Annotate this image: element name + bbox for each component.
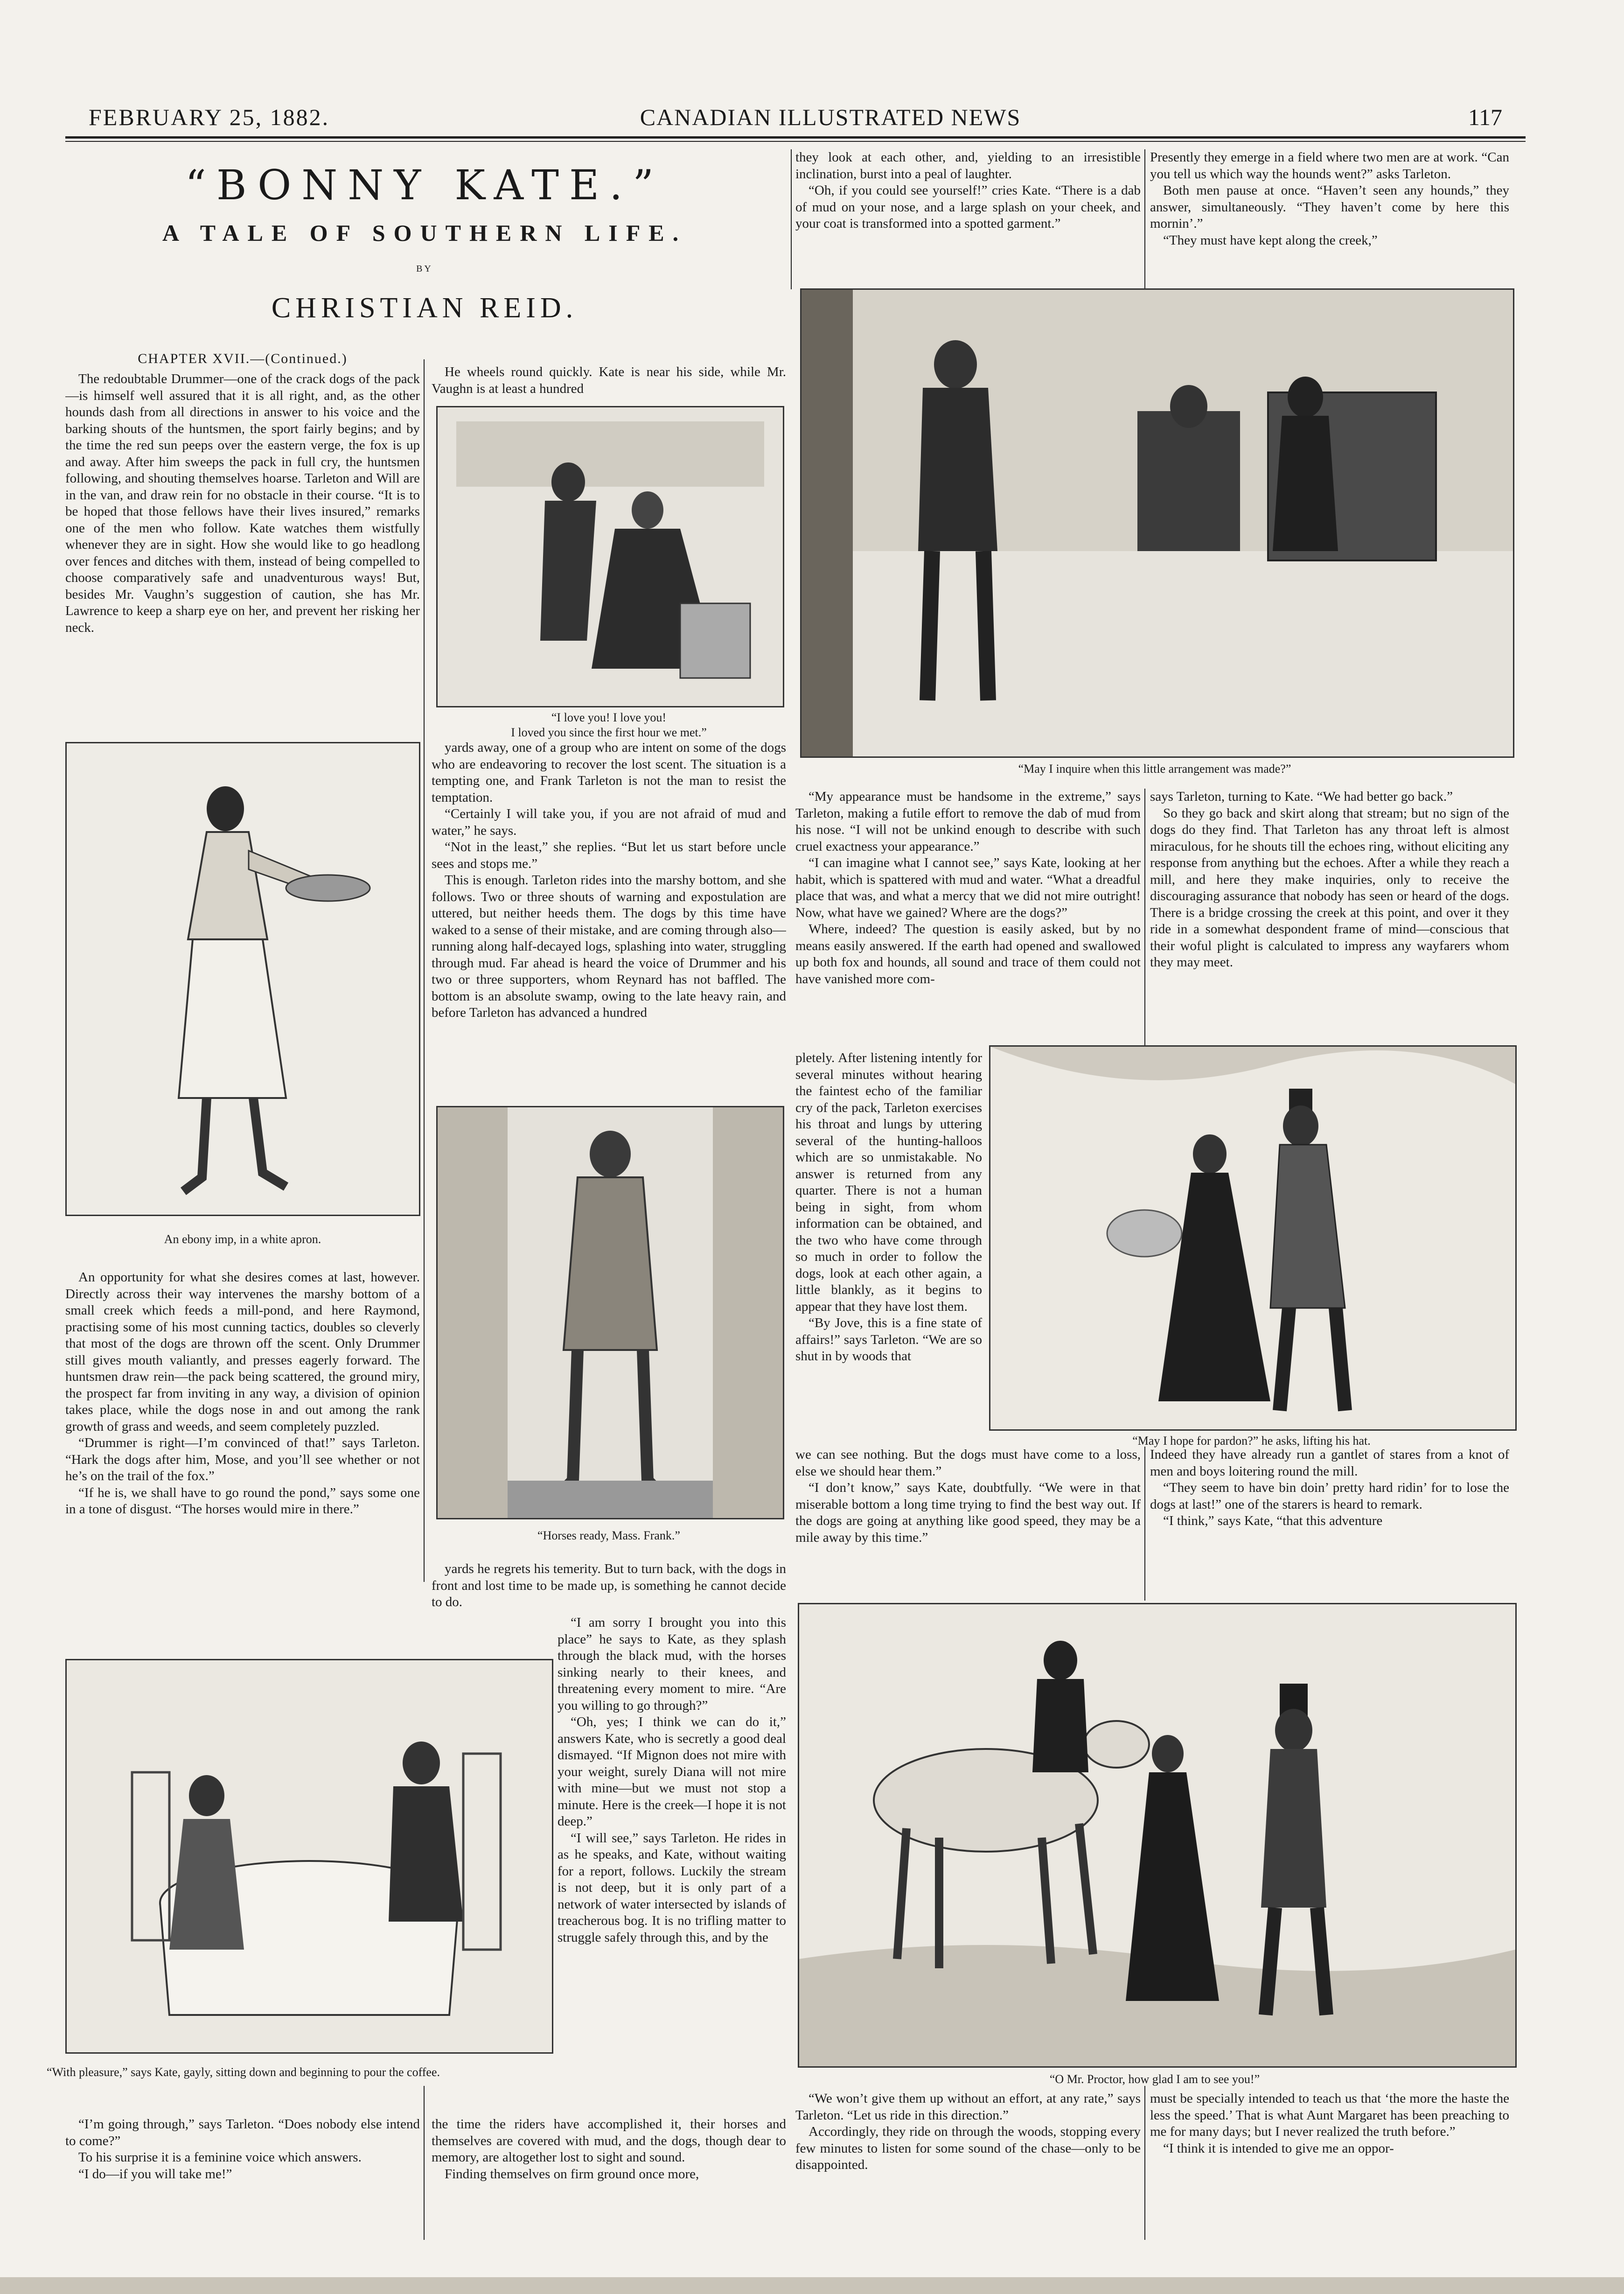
illustration-pardon xyxy=(989,1045,1517,1431)
paragraph: “I do—if you will take me!” xyxy=(78,2166,232,2182)
caption-piano-room: “May I inquire when this little arrangement was made?” xyxy=(1018,762,1291,776)
column-2-bottom xyxy=(432,2116,786,2210)
column-1-bottom xyxy=(65,2116,420,2210)
column-4-bottom xyxy=(1150,2091,1509,2207)
illustration-love-scene xyxy=(436,406,784,707)
illustration-ebony-imp xyxy=(65,742,420,1216)
column-3-bottom xyxy=(795,2091,1141,2207)
column-divider xyxy=(1144,1447,1145,1601)
paragraph: we can see nothing. But the dogs must have come to a loss, else we should hear them.” xyxy=(795,1447,1141,1479)
paragraph: “I don’t know,” says Kate, doubtfully. “We were in that miserable bottom a long time trying to find the best way out. If the dogs are going at anything like good speed, they may be a mile away by this time.” xyxy=(795,1480,1141,1545)
byline: BY xyxy=(416,264,433,274)
paragraph: says Tarleton, turning to Kate. “We had better go back.” xyxy=(1150,789,1453,804)
chapter-heading: CHAPTER XVII.—(Continued.) xyxy=(138,351,348,366)
paragraph: Finding themselves on firm ground once more, xyxy=(445,2166,699,2182)
story-title: “BONNY KATE.” xyxy=(185,161,664,209)
column-divider xyxy=(1144,789,1145,1055)
caption-pardon: “May I hope for pardon?” he asks, lifting his hat. xyxy=(1132,1434,1371,1448)
paragraph: Accordingly, they ride on through the woods, stopping every few minutes to listen for some sound of the chase—only to be disappointed. xyxy=(795,2124,1141,2172)
paragraph: “Drummer is right—I’m convinced of that!” says Tarleton. “Hark the dogs after him, Mose, and you’ll see whether or not he’s on the trail of the fox.” xyxy=(65,1435,420,1483)
page-bottom-edge xyxy=(0,2277,1624,2294)
caption-love-scene: “I love you! I love you! I loved you since the first hour we met.” xyxy=(511,711,707,739)
column-divider xyxy=(791,149,792,289)
paragraph: “They must have kept along the creek,” xyxy=(1163,232,1378,248)
paragraph: they look at each other, and, yielding to an irresistible inclination, burst into a peal of laughter. xyxy=(795,150,1141,182)
header-rule-thin xyxy=(65,141,1526,142)
paragraph: “I can imagine what I cannot see,” says Kate, looking at her habit, which is spattered with mud and water. “What a dreadful place that was, and what a mercy that we did not mire outright! Now, what have we gained? Where are the dogs?” xyxy=(795,855,1141,920)
column-divider xyxy=(1144,2086,1145,2240)
caption-breakfast-table: “With pleasure,” says Kate, gayly, sitting down and beginning to pour the coffee. xyxy=(47,2065,440,2079)
paragraph: “They seem to have bin doin’ pretty hard ridin’ for to lose the dogs at last!” one of the starers is heard to remark. xyxy=(1150,1480,1509,1512)
caption-horses-ready: “Horses ready, Mass. Frank.” xyxy=(537,1529,680,1542)
paragraph: Both men pause at once. “Haven’t seen any hounds,” they answer, simultaneously. “They haven’t come by here this mornin’.” xyxy=(1150,183,1509,231)
column-divider xyxy=(424,2086,425,2240)
paragraph: “Certainly I will take you, if you are not afraid of mud and water,” he says. xyxy=(432,806,786,838)
issue-date: FEBRUARY 25, 1882. xyxy=(89,104,330,130)
column-3-middle xyxy=(795,789,1141,1055)
paragraph: So they go back and skirt along that stream; but no sign of the dogs do they find. That Tarleton has any throat left is almost miraculous, for he shouts till the echoes ring, without eliciting any response from anything but the echoes. After a while they reach a mill, and here they make inquiries, only to receive the discouraging assurance that nobody has seen or heard of the dogs. There is a bridge crossing the creek at this point, and over it they ride in a somewhat despondent frame of mind—conscious that their woful plight is calculated to impress any wayfarers whom they may meet. xyxy=(1150,805,1509,970)
column-2-narrow xyxy=(558,1615,786,2098)
column-3-narrow xyxy=(795,1050,982,1447)
paragraph: must be specially intended to teach us that ‘the more the haste the less the speed.’ That is what Aunt Margaret has been preaching to me for many days; but I never realized the truth before.” xyxy=(1150,2091,1509,2139)
column-3-top xyxy=(795,149,1141,282)
paragraph: “I’m going through,” says Tarleton. “Does nobody else intend to come?” xyxy=(65,2117,420,2148)
paragraph: “Not in the least,” she replies. “But let us start before uncle sees and stops me.” xyxy=(432,839,786,871)
column-divider xyxy=(424,359,425,1582)
paragraph: the time the riders have accomplished it, their horses and themselves are covered with mud, and the dogs, though dear to memory, are altogether lost to sight and sound. xyxy=(432,2117,786,2165)
paragraph: This is enough. Tarleton rides into the marshy bottom, and she follows. Two or three shouts of warning and expostulation are uttered, but neither heeds them. The dogs by this time have waked to a sense of their mistake, and are coming through also—running along half-decayed logs, splashing into water, struggling through mud. Far ahead is heard the voice of Drummer and his two or three supporters, whom Reynard has not baffled. The bottom is an absolute swamp, owing to the late heavy rain, and before Tarleton has advanced a hundred xyxy=(432,873,786,1020)
illustration-mr-proctor xyxy=(798,1603,1517,2068)
illustration-breakfast-table xyxy=(65,1659,553,2054)
illustration-horses-ready xyxy=(436,1106,784,1519)
paragraph: “Oh, yes; I think we can do it,” answers Kate, who is secretly a good deal dismayed. “If Mignon does not mire with your weight, surely Diana will not mire with mine—but we must not stop a minute. Here is the creek—I hope it is not deep.” xyxy=(558,1714,786,1829)
paragraph: “My appearance must be handsome in the extreme,” says Tarleton, making a futile effort to remove the dab of mud from his nose. “I will not be unkind enough to describe with such cruel exactness your appearance.” xyxy=(795,789,1141,854)
column-2-lower xyxy=(432,1561,786,1615)
illustration-piano-room xyxy=(800,288,1514,758)
column-4-after xyxy=(1150,1447,1509,1591)
column-1-middle xyxy=(65,1269,420,1615)
paragraph: “We won’t give them up without an effort, at any rate,” says Tarleton. “Let us ride in this direction.” xyxy=(795,2091,1141,2123)
paragraph: The redoubtable Drummer—one of the crack dogs of the pack—is himself well assured that it is all right, and, as the other hounds dash from all directions in answer to his voice and the barking shouts of the huntsmen, the sport fairly begins; and by the time the red sun peeps over the eastern verge, the fox is up and away. After him sweeps the pack in full cry, the huntsmen following, and shouting themselves hoarse. Tarleton and Will are in the van, and draw rein for no obstacle in their course. “It is to be hoped that those fellows have their lives insured,” remarks one of the men who follow. Kate watches them wistfully whenever they are in sight. How she would like to go headlong over fences and ditches with them, instead of being compelled to choose comparatively safe and unadventurous ways! But, besides Mr. Vaughn’s suggestion of caution, she has Mr. Lawrence to keep a sharp eye on her, and prevent her risking her neck. xyxy=(65,371,420,635)
paragraph: yards away, one of a group who are intent on some of the dogs who are endeavoring to recover the lost scent. The situation is a tempting one, and Frank Tarleton is not the man to resist the temptation. xyxy=(432,740,786,805)
paragraph: An opportunity for what she desires comes at last, however. Directly across their way intervenes the marshy bottom of a small creek which feeds a mill-pond, and here Raymond, practising some of his most cunning tactics, doubles so cleverly that most of the dogs are thrown off the scent. Only Drummer still gives mouth valiantly, and presses eagerly forward. The huntsmen draw rein—the pack being scattered, the ground miry, the prospect far from inviting in any way, a division of opinion takes place, while the dogs nose in and out among the rank growth of grass and weeds, and seem completely puzzled. xyxy=(65,1270,420,1434)
story-subtitle: A TALE OF SOUTHERN LIFE. xyxy=(162,220,687,246)
column-4-middle xyxy=(1150,789,1509,1043)
header-rule xyxy=(65,136,1526,139)
column-2-top xyxy=(432,364,786,401)
paragraph: Indeed they have already run a gantlet of stares from a knot of men and boys loitering round the mill. xyxy=(1150,1447,1509,1479)
paragraph: “By Jove, this is a fine state of affairs!” says Tarleton. “We are so shut in by woods that xyxy=(795,1315,982,1364)
paragraph: “I am sorry I brought you into this place” he says to Kate, as they splash through the black mud, with the horses sinking nearly to their knees, and threatening every moment to mire. “Are you willing to go through?” xyxy=(558,1615,786,1713)
page-number: 117 xyxy=(1468,104,1502,130)
paragraph: “I will see,” says Tarleton. He rides in as he speaks, and Kate, without waiting for a report, follows. Luckily the stream is not deep, but it is only part of a network of water intersected by islands of treacherous bog. It is no trifling matter to struggle safely through this, and by the xyxy=(558,1830,786,1945)
column-2-middle xyxy=(432,740,786,1085)
masthead: CANADIAN ILLUSTRATED NEWS xyxy=(640,104,1021,130)
caption-mr-proctor: “O Mr. Proctor, how glad I am to see you!” xyxy=(1049,2072,1260,2086)
column-1-top xyxy=(65,371,420,730)
paragraph: Where, indeed? The question is easily asked, but by no means easily answered. If the earth had opened and swallowed up both fox and hounds, all sound and trace of them could not have vanished more com- xyxy=(795,922,1141,986)
paragraph: He wheels round quickly. Kate is near his side, while Mr. Vaughn is at least a hundred xyxy=(432,364,786,396)
column-divider xyxy=(1144,149,1145,289)
paragraph: pletely. After listening intently for several minutes without hearing the faintest echo of the familiar cry of the pack, Tarleton exercises his throat and lungs by uttering several of the hunting-halloos which are so unmistakable. No answer is returned from any quarter. There is not a human being in sight, from whom information can be obtained, and the two who have come through so much in order to follow the dogs, look at each other again, a little blankly, as it begins to appear that they have lost them. xyxy=(795,1050,982,1314)
paragraph: “I think,” says Kate, “that this adventure xyxy=(1163,1513,1383,1528)
paragraph: yards he regrets his temerity. But to turn back, with the dogs in front and lost time to be made up, is something he cannot decide to do. xyxy=(432,1561,786,1609)
column-4-top xyxy=(1150,149,1509,282)
paragraph: “If he is, we shall have to go round the pond,” says some one in a tone of disgust. “The horses would mire in there.” xyxy=(65,1485,420,1517)
paragraph: “I think it is intended to give me an oppor- xyxy=(1163,2140,1394,2156)
paragraph: “Oh, if you could see yourself!” cries Kate. “There is a dab of mud on your nose, and a large splash on your cheek, and your coat is transformed into a spotted garment.” xyxy=(795,183,1141,231)
paragraph: Presently they emerge in a field where two men are at work. “Can you tell us which way the hounds went?” asks Tarleton. xyxy=(1150,150,1509,182)
column-3-after xyxy=(795,1447,1141,1591)
caption-ebony-imp: An ebony imp, in a white apron. xyxy=(164,1232,321,1246)
paragraph: To his surprise it is a feminine voice which answers. xyxy=(78,2150,362,2165)
author: CHRISTIAN REID. xyxy=(271,292,578,324)
